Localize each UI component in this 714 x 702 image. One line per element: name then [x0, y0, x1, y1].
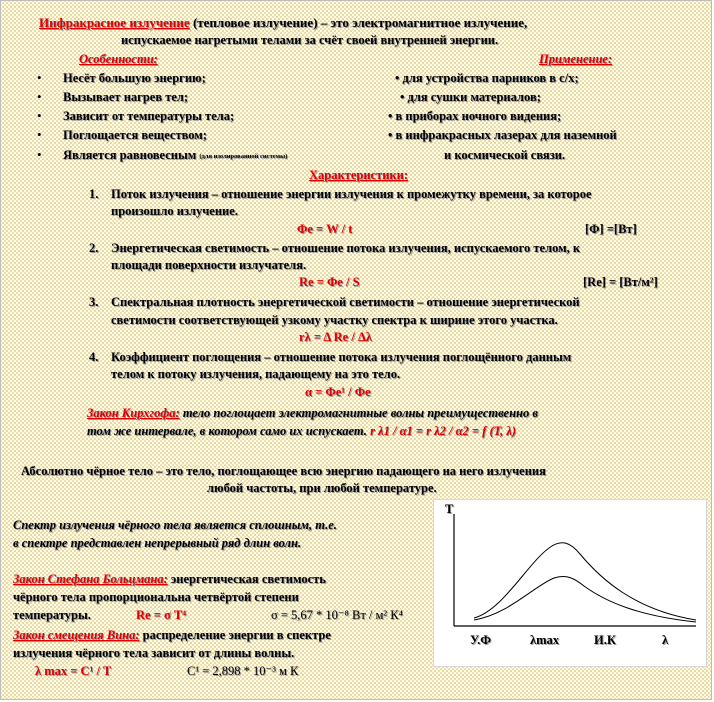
kirchhoff-text-1: тело поглощает электромагнитные волны преимущественно в	[179, 406, 538, 420]
char-3-formula: rλ = Δ Rе / Δλ	[299, 330, 372, 344]
graph-curve-low	[474, 576, 696, 622]
stefan-constant: σ = 5,67 * 10⁻⁸ Вт / м² К⁴	[271, 608, 403, 622]
feature-item-5	[63, 147, 287, 166]
char-4-formula: α = Φе¹ / Φе	[305, 385, 371, 399]
title-line-2: испускаемое нагретыми телами за счёт своей внутренней энергии.	[121, 33, 499, 47]
applications-header: Применение:	[539, 52, 613, 66]
bullet-5: •	[37, 147, 42, 162]
black-body-line-1: Абсолютно чёрное тело – это тело, поглощающее всю энергию падающего на него излучения	[21, 464, 546, 478]
char-1-number: 1.	[89, 187, 99, 201]
char-1-line-2: произошло излучение.	[111, 204, 238, 218]
wien-text-1: распределение энергии в спектре	[139, 628, 331, 642]
kirchhoff-line-1	[87, 405, 538, 421]
char-2-formula: Rе = Φе / S	[299, 275, 360, 289]
char-4-line-2: телом к потоку излучения, падающему на это тело.	[111, 367, 401, 381]
bullet-3: •	[37, 108, 42, 123]
title-line-1	[39, 15, 527, 31]
stefan-text-1: энергетическая светимость	[167, 572, 326, 586]
kirchhoff-text-2: том же интервале, в котором само их испускает.	[87, 424, 367, 438]
stefan-line-3: температуры.	[13, 608, 91, 622]
kirchhoff-label: Закон Кирхгофа:	[87, 406, 180, 420]
wien-formula: λ max = C¹ / T	[35, 664, 112, 678]
char-3-line-2: светимости соответствующей узкому участку спектра к ширине этого участка.	[111, 313, 558, 327]
stefan-line-2: чёрного тела пропорциональна четвёртой степени	[13, 590, 299, 604]
char-1-formula: Φе = W / t	[297, 222, 353, 236]
feature-item-3: Зависит от температуры тела;	[63, 109, 235, 123]
bullet-4: •	[37, 127, 42, 142]
wien-line-2: излучения чёрного тела зависит от длины волны.	[13, 646, 295, 660]
application-item-5: и космической связи.	[444, 148, 566, 162]
characteristics-header: Характеристики:	[309, 168, 408, 182]
kirchhoff-formula: r λ1 / α1 = r λ2 / α2 = f (T, λ)	[366, 424, 517, 438]
feature-item-5-text: Является равновесным	[63, 148, 197, 162]
char-2-line-1: Энергетическая светимость – отношение потока излучения, испускаемого телом, к	[111, 241, 581, 255]
spectrum-line-2: в спектре представлен непрерывный ряд длин волн.	[13, 536, 302, 550]
feature-item-4: Поглощается веществом;	[63, 128, 207, 142]
char-1-unit: [Φ] =[Вт]	[585, 222, 637, 236]
graph-curve-high	[474, 543, 696, 620]
feature-small-note: (для изолированной системы)	[199, 153, 288, 160]
char-1-line-1: Поток излучения – отношение энергии излучения к промежутку времени, за которое	[111, 187, 592, 201]
black-body-line-2: любой частоты, при любой температуре.	[207, 481, 437, 495]
features-header: Особенности:	[79, 52, 158, 66]
stefan-label: Закон Стефана Больцмана:	[13, 572, 168, 586]
radiation-graph	[433, 499, 707, 667]
wien-constant: C¹ = 2,898 * 10⁻³ м К	[187, 664, 299, 678]
graph-x-label-uv: У.Ф	[470, 633, 491, 647]
feature-item-1: Несёт большую энергию;	[63, 71, 206, 85]
char-3-line-1: Спектральная плотность энергетической светимости – отношение энергетической	[111, 295, 580, 309]
bullet-2: •	[37, 89, 42, 104]
graph-y-label: T	[445, 502, 454, 516]
char-2-line-2: площади поверхности излучателя.	[111, 258, 307, 272]
title-rest: (тепловое излучение) – это электромагнитное излучение,	[189, 15, 528, 30]
application-item-4: • в инфракрасных лазерах для наземной	[388, 128, 617, 142]
graph-x-label-lambda-max: λmax	[530, 633, 560, 647]
spectrum-line-1: Спектр излучения чёрного тела является сплошным, т.е.	[13, 518, 337, 532]
wien-line-1	[13, 627, 331, 643]
wien-label: Закон смещения Вина:	[13, 628, 140, 642]
application-item-1: • для устройства парников в с/х;	[395, 71, 579, 85]
application-item-2: • для сушки материалов;	[400, 90, 541, 104]
title-heading: Инфракрасное излучение	[39, 15, 190, 30]
char-4-line-1: Коэффициент поглощения – отношение потока излучения поглощённого данным	[111, 350, 572, 364]
char-4-number: 4.	[89, 350, 99, 364]
char-2-number: 2.	[89, 241, 99, 255]
application-item-3: • в приборах ночного видения;	[388, 109, 562, 123]
graph-x-label-ir: И.К	[594, 633, 616, 647]
graph-x-label-lambda: λ	[662, 633, 669, 647]
char-2-unit: [Rе] = [Вт/м²]	[583, 275, 658, 289]
kirchhoff-line-2	[87, 423, 516, 439]
feature-item-2: Вызывает нагрев тел;	[63, 90, 189, 104]
char-3-number: 3.	[89, 295, 99, 309]
stefan-line-1	[13, 571, 326, 587]
bullet-1: •	[37, 70, 42, 85]
stefan-formula: Rе = σ T⁴	[136, 608, 186, 622]
